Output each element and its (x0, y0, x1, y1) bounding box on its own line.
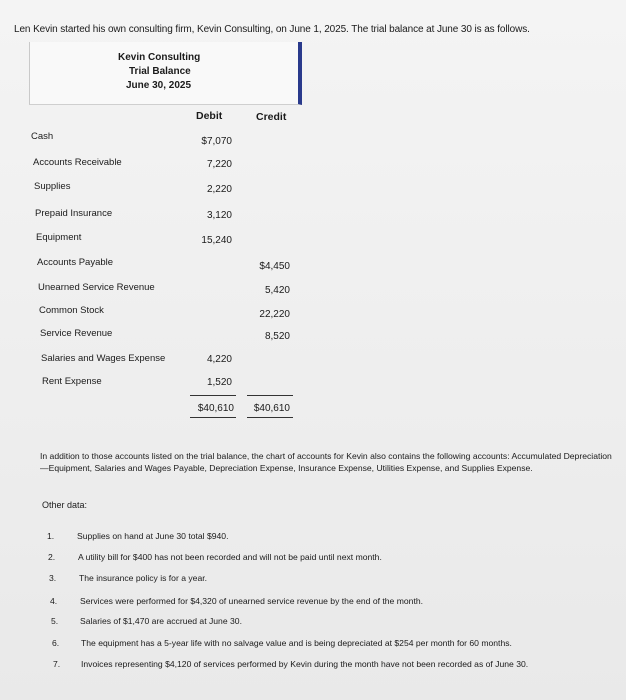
credit-total-rule (247, 395, 293, 396)
account-name: Equipment (36, 232, 82, 243)
list-item: The insurance policy is for a year. (79, 573, 208, 583)
account-name: Accounts Receivable (33, 157, 122, 168)
account-name: Prepaid Insurance (35, 208, 113, 219)
debit-amount: 7,220 (206, 159, 232, 170)
debit-total-rule (190, 395, 236, 396)
debit-amount: 15,240 (201, 235, 232, 246)
list-item: Supplies on hand at June 30 total $940. (77, 531, 229, 541)
account-name: Service Revenue (40, 328, 113, 339)
account-name: Common Stock (39, 305, 104, 316)
list-item: The equipment has a 5-year life with no salvage value and is being depreciated at $254 per month for 60 months. (81, 638, 512, 648)
list-item-number: 3. (49, 573, 57, 583)
credit-amount: 5,420 (264, 285, 290, 296)
credit-column-header: Credit (256, 111, 287, 123)
list-item: Services were performed for $4,320 of unearned service revenue by the end of the month. (80, 596, 423, 606)
debit-total-double-rule (190, 417, 236, 418)
account-name: Accounts Payable (37, 257, 114, 268)
account-name: Unearned Service Revenue (38, 282, 155, 293)
debit-amount: 4,220 (206, 354, 232, 365)
credit-amount: 8,520 (264, 331, 290, 342)
list-item: Salaries of $1,470 are accrued at June 30. (80, 616, 242, 626)
credit-amount: $4,450 (259, 261, 290, 272)
statement-date: June 30, 2025 (126, 80, 192, 91)
statement-title: Trial Balance (129, 66, 191, 77)
account-name: Salaries and Wages Expense (41, 353, 166, 364)
debit-amount: 3,120 (206, 210, 232, 221)
list-item-number: 2. (48, 552, 56, 562)
list-item-number: 4. (50, 596, 58, 606)
account-name: Cash (31, 131, 54, 142)
trial-balance-header (29, 42, 302, 105)
credit-total: $40,610 (253, 403, 290, 414)
account-name: Supplies (34, 181, 71, 192)
intro-text: Len Kevin started his own consulting firm, Kevin Consulting, on June 1, 2025. The trial balance at June 30 is as follows. (14, 24, 530, 35)
debit-column-header: Debit (196, 110, 223, 122)
credit-amount: 22,220 (259, 309, 290, 320)
debit-amount: $7,070 (201, 136, 232, 147)
chart-of-accounts-paragraph: In addition to those accounts listed on the trial balance, the chart of accounts for Kevin also contains the following accounts: Accumulated Depreciation—Equipment, Salaries and Wages Payable, Depreciation Expense, Insurance Expense, Utilities Expense, and Supplies Expense. (40, 451, 612, 473)
list-item: Invoices representing $4,120 of services performed by Kevin during the month have not been recorded as of June 30. (81, 659, 529, 669)
list-item-number: 6. (52, 638, 60, 648)
list-item-number: 1. (47, 531, 55, 541)
list-item-number: 7. (53, 659, 61, 669)
company-name: Kevin Consulting (118, 52, 201, 63)
debit-amount: 1,520 (206, 377, 232, 388)
credit-total-double-rule (247, 417, 293, 418)
list-item: A utility bill for $400 has not been recorded and will not be paid until next month. (78, 552, 382, 562)
other-data-label: Other data: (42, 500, 88, 510)
debit-amount: 2,220 (206, 184, 232, 195)
list-item-number: 5. (51, 616, 59, 626)
debit-total: $40,610 (197, 403, 234, 414)
account-name: Rent Expense (42, 376, 102, 387)
